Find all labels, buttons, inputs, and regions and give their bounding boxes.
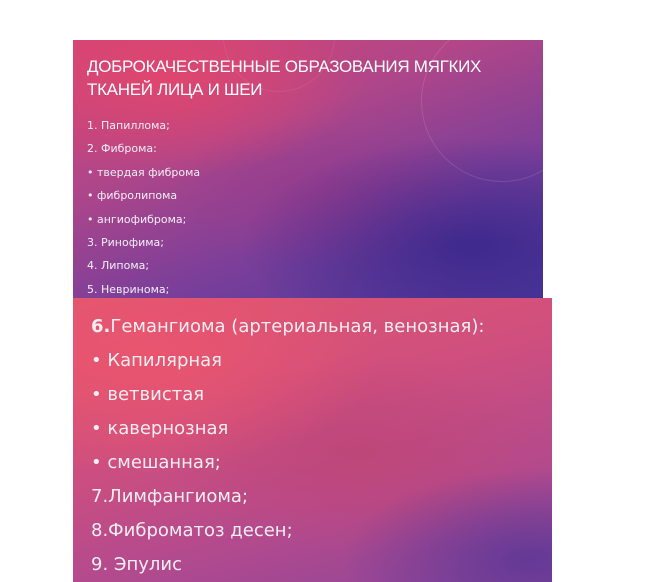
list-item-hemangioma bbox=[91, 310, 484, 344]
list-item: 2. Фиброма: bbox=[87, 142, 157, 156]
list-item: • фибролипома bbox=[87, 189, 178, 203]
list-item: • смешанная; bbox=[91, 452, 221, 473]
slide-bottom bbox=[73, 298, 552, 582]
list-item: 4. Липома; bbox=[87, 259, 150, 273]
list-item: • кавернозная bbox=[91, 418, 229, 439]
list-item: 9. Эпулис bbox=[91, 554, 182, 575]
list-item: • Капилярная bbox=[91, 350, 223, 371]
list-item: 3. Ринофима; bbox=[87, 235, 164, 249]
tumor-list-part-1 bbox=[87, 114, 200, 298]
item-text: Гемангиома (артериальная, венозная): bbox=[110, 316, 485, 337]
list-item: • твердая фиброма bbox=[87, 165, 201, 179]
list-item: 1. Папиллома; bbox=[87, 119, 170, 132]
slide-title: ДОБРОКАЧЕСТВЕННЫЕ ОБРАЗОВАНИЯ МЯГКИХ ТКАНЕЙ ЛИЦА И ШЕИ bbox=[87, 57, 482, 99]
item-number: 6. bbox=[91, 316, 111, 337]
list-item: • ветвистая bbox=[91, 384, 205, 405]
tumor-list-part-2 bbox=[91, 310, 484, 582]
list-item: • ангиофиброма; bbox=[87, 212, 187, 226]
list-item: 5. Невринома; bbox=[87, 282, 170, 296]
list-item: 8.Фиброматоз десен; bbox=[91, 520, 293, 541]
list-item: 7.Лимфангиома; bbox=[91, 486, 249, 507]
slide-top bbox=[73, 40, 543, 298]
